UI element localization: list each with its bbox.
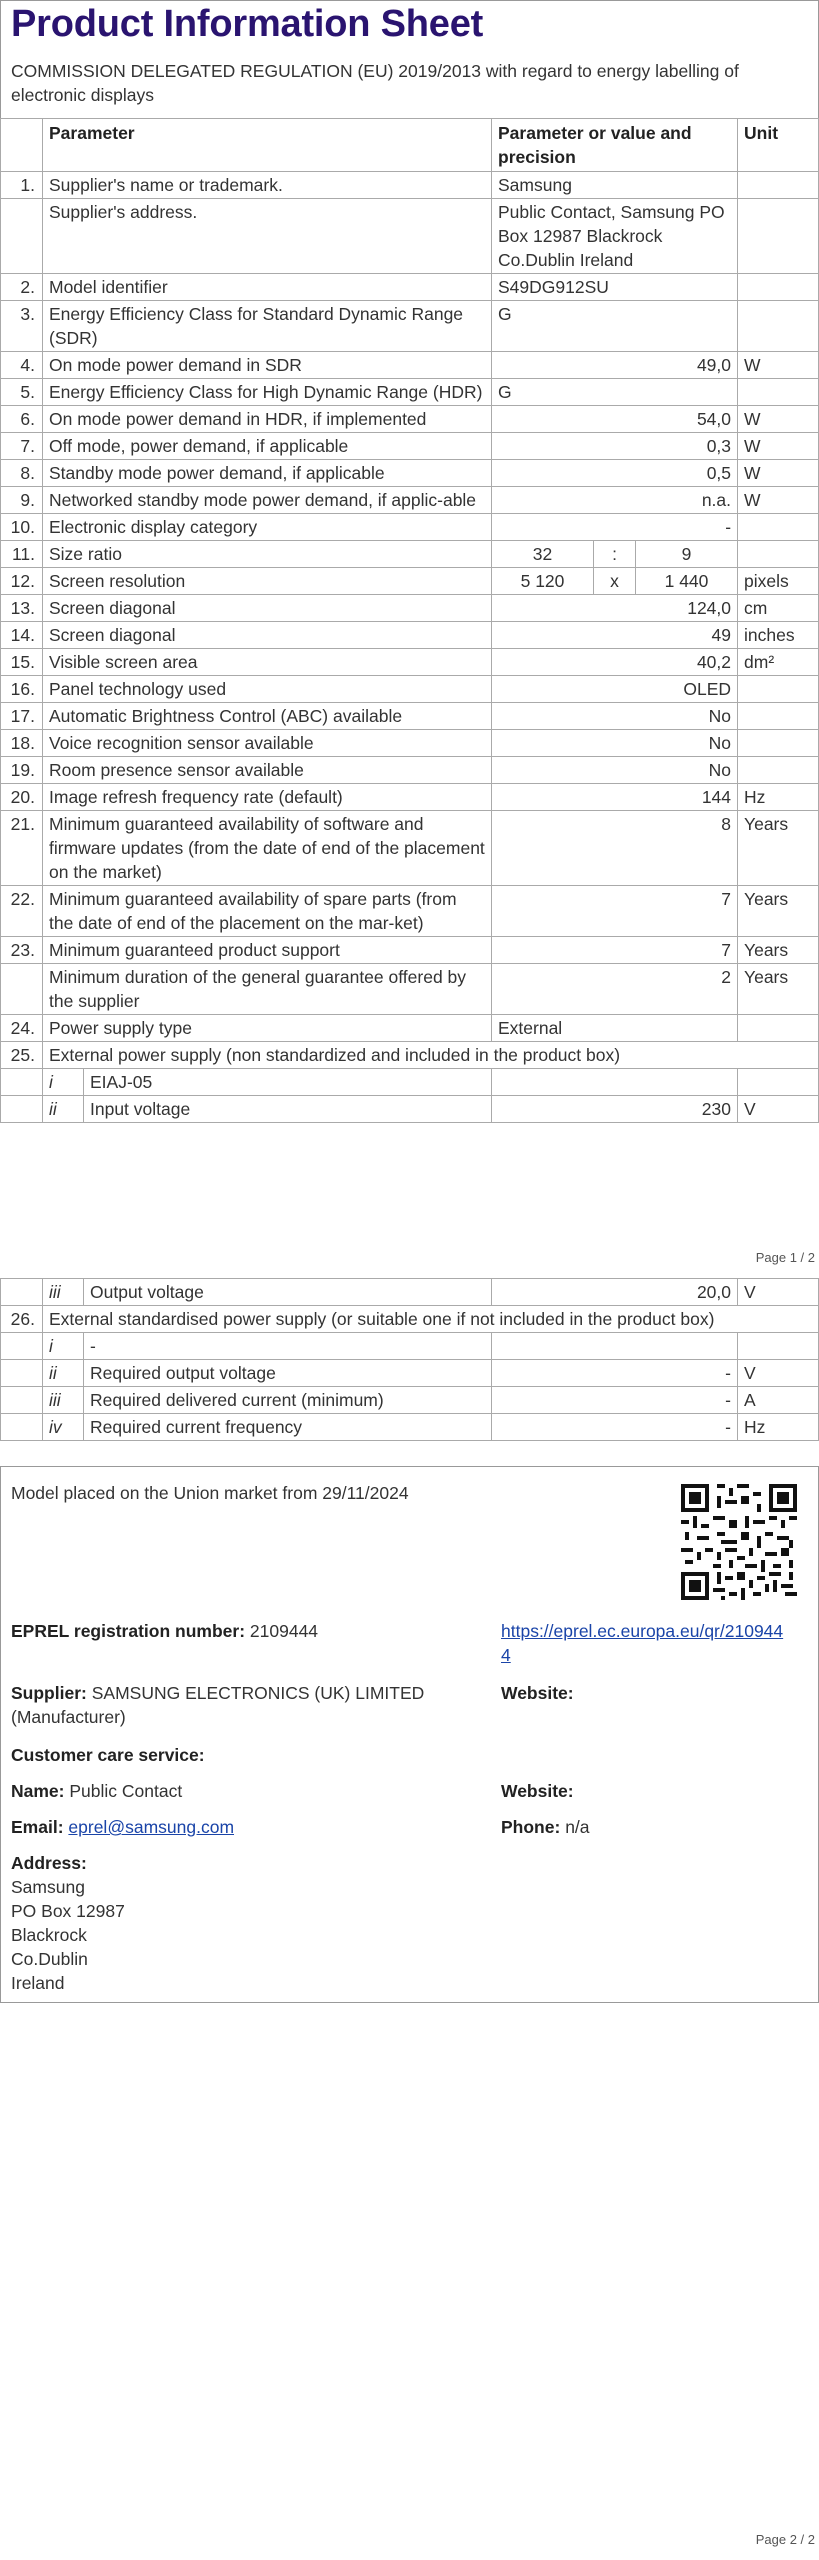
contact-name: Public Contact — [69, 1781, 183, 1801]
table-row: 22. Minimum guaranteed availability of spare parts (from the date of end of the placement on the mar-ket) 7 Years — [1, 886, 819, 937]
table-row: 23. Minimum guaranteed product support 7 Years — [1, 937, 819, 964]
page-title: Product Information Sheet — [11, 3, 484, 45]
table-row: 16. Panel technology used OLED — [1, 676, 819, 703]
table-row: 15. Visible screen area 40,2 dm² — [1, 649, 819, 676]
address-line: Samsung — [11, 1877, 85, 1897]
table-row: 2. Model identifier S49DG912SU — [1, 274, 819, 301]
parameters-table — [0, 118, 819, 1069]
qr-code-icon[interactable] — [681, 1484, 797, 1600]
address-label: Address: — [11, 1853, 87, 1873]
table-row: 25. External power supply (non standardized and included in the product box) — [1, 1042, 819, 1069]
table-row: 8. Standby mode power demand, if applicable 0,5 W — [1, 460, 819, 487]
table-row: 20. Image refresh frequency rate (default) 144 Hz — [1, 784, 819, 811]
eprel-info-card: Model placed on the Union market from 29/11/2024 EPREL registration number: 2109444 https://eprel.ec.europa.eu/qr/2109444 Supplier: SAMSUNG ELECTRONICS (UK) LIMITED (Manufacturer) Website: Customer care service: Name: Public Contact Website: Email: eprel@samsung.com Phone: n/a Address: Samsung PO Box 12987 Blackrock Co.Dublin Ireland — [0, 1466, 819, 2003]
table-row: 21. Minimum guaranteed availability of software and firmware updates (from the date of end of the placement on the market) 8 Years — [1, 811, 819, 886]
table-row: iii Output voltage 20,0 V — [1, 1279, 819, 1306]
table-row: 17. Automatic Brightness Control (ABC) available No — [1, 703, 819, 730]
col-parameter: Parameter — [43, 119, 492, 172]
table-row: iv Required current frequency - Hz — [1, 1414, 819, 1441]
table-row: 4. On mode power demand in SDR 49,0 W — [1, 352, 819, 379]
care-website-label: Website: — [501, 1781, 574, 1801]
header — [0, 0, 819, 118]
sub-table-25 — [0, 1069, 819, 1123]
col-value: Parameter or value and precision — [492, 119, 738, 172]
table-row: 26. External standardised power supply (or suitable one if not included in the product box) — [1, 1306, 819, 1333]
supplier-website-label: Website: — [501, 1683, 574, 1703]
table-row: 3. Energy Efficiency Class for Standard Dynamic Range (SDR) G — [1, 301, 819, 352]
table-header — [1, 119, 819, 172]
contact-email-link[interactable]: eprel@samsung.com — [68, 1817, 235, 1837]
table-row: 7. Off mode, power demand, if applicable 0,3 W — [1, 433, 819, 460]
address-block — [11, 1875, 125, 1995]
col-unit: Unit — [738, 119, 819, 172]
table-row: 13. Screen diagonal 124,0 cm — [1, 595, 819, 622]
eprel-number: 2109444 — [249, 1621, 319, 1641]
table-row: 6. On mode power demand in HDR, if implemented 54,0 W — [1, 406, 819, 433]
table-row: 14. Screen diagonal 49 inches — [1, 622, 819, 649]
address-line: PO Box 12987 — [11, 1901, 125, 1921]
contact-phone: n/a — [565, 1817, 590, 1837]
page-1 — [0, 0, 819, 1265]
table-row: Supplier's address. Public Contact, Samsung PO Box 12987 Blackrock Co.Dublin Ireland — [1, 199, 819, 274]
regulation-subtitle: COMMISSION DELEGATED REGULATION (EU) 2019/2013 with regard to energy labelling of electronic displays — [11, 61, 739, 105]
supplier-name: SAMSUNG ELECTRONICS (UK) LIMITED (Manufacturer) — [11, 1683, 425, 1727]
table-row: 24. Power supply type External — [1, 1015, 819, 1042]
table-row: Minimum duration of the general guarantee offered by the supplier 2 Years — [1, 964, 819, 1015]
address-line: Co.Dublin — [11, 1949, 88, 1969]
table-row: 1. Supplier's name or trademark. Samsung — [1, 172, 819, 199]
table-row: 18. Voice recognition sensor available No — [1, 730, 819, 757]
parameters-table-page-2 — [0, 1278, 819, 1441]
table-row: 19. Room presence sensor available No — [1, 757, 819, 784]
address-line: Blackrock — [11, 1925, 87, 1945]
eprel-link[interactable]: https://eprel.ec.europa.eu/qr/2109444 — [501, 1621, 784, 1665]
table-row: 10. Electronic display category - — [1, 514, 819, 541]
table-row: i EIAJ-05 — [1, 1069, 819, 1096]
table-row: 11. Size ratio 32 : 9 — [1, 541, 819, 568]
table-row: i - — [1, 1333, 819, 1360]
table-row: 12. Screen resolution 5 120 x 1 440 pixels — [1, 568, 819, 595]
page-number: Page 2 / 2 — [755, 2532, 815, 2547]
market-placement-date: Model placed on the Union market from 29/11/2024 — [11, 1483, 409, 1503]
customer-care-heading: Customer care service: — [11, 1745, 205, 1765]
table-row: 9. Networked standby mode power demand, if applic-able n.a. W — [1, 487, 819, 514]
table-row: 5. Energy Efficiency Class for High Dynamic Range (HDR) G — [1, 379, 819, 406]
table-row: ii Input voltage 230 V — [1, 1096, 819, 1123]
table-row: ii Required output voltage - V — [1, 1360, 819, 1387]
address-line: Ireland — [11, 1973, 65, 1993]
table-row: iii Required delivered current (minimum) - A — [1, 1387, 819, 1414]
page-number: Page 1 / 2 — [755, 1250, 815, 1265]
